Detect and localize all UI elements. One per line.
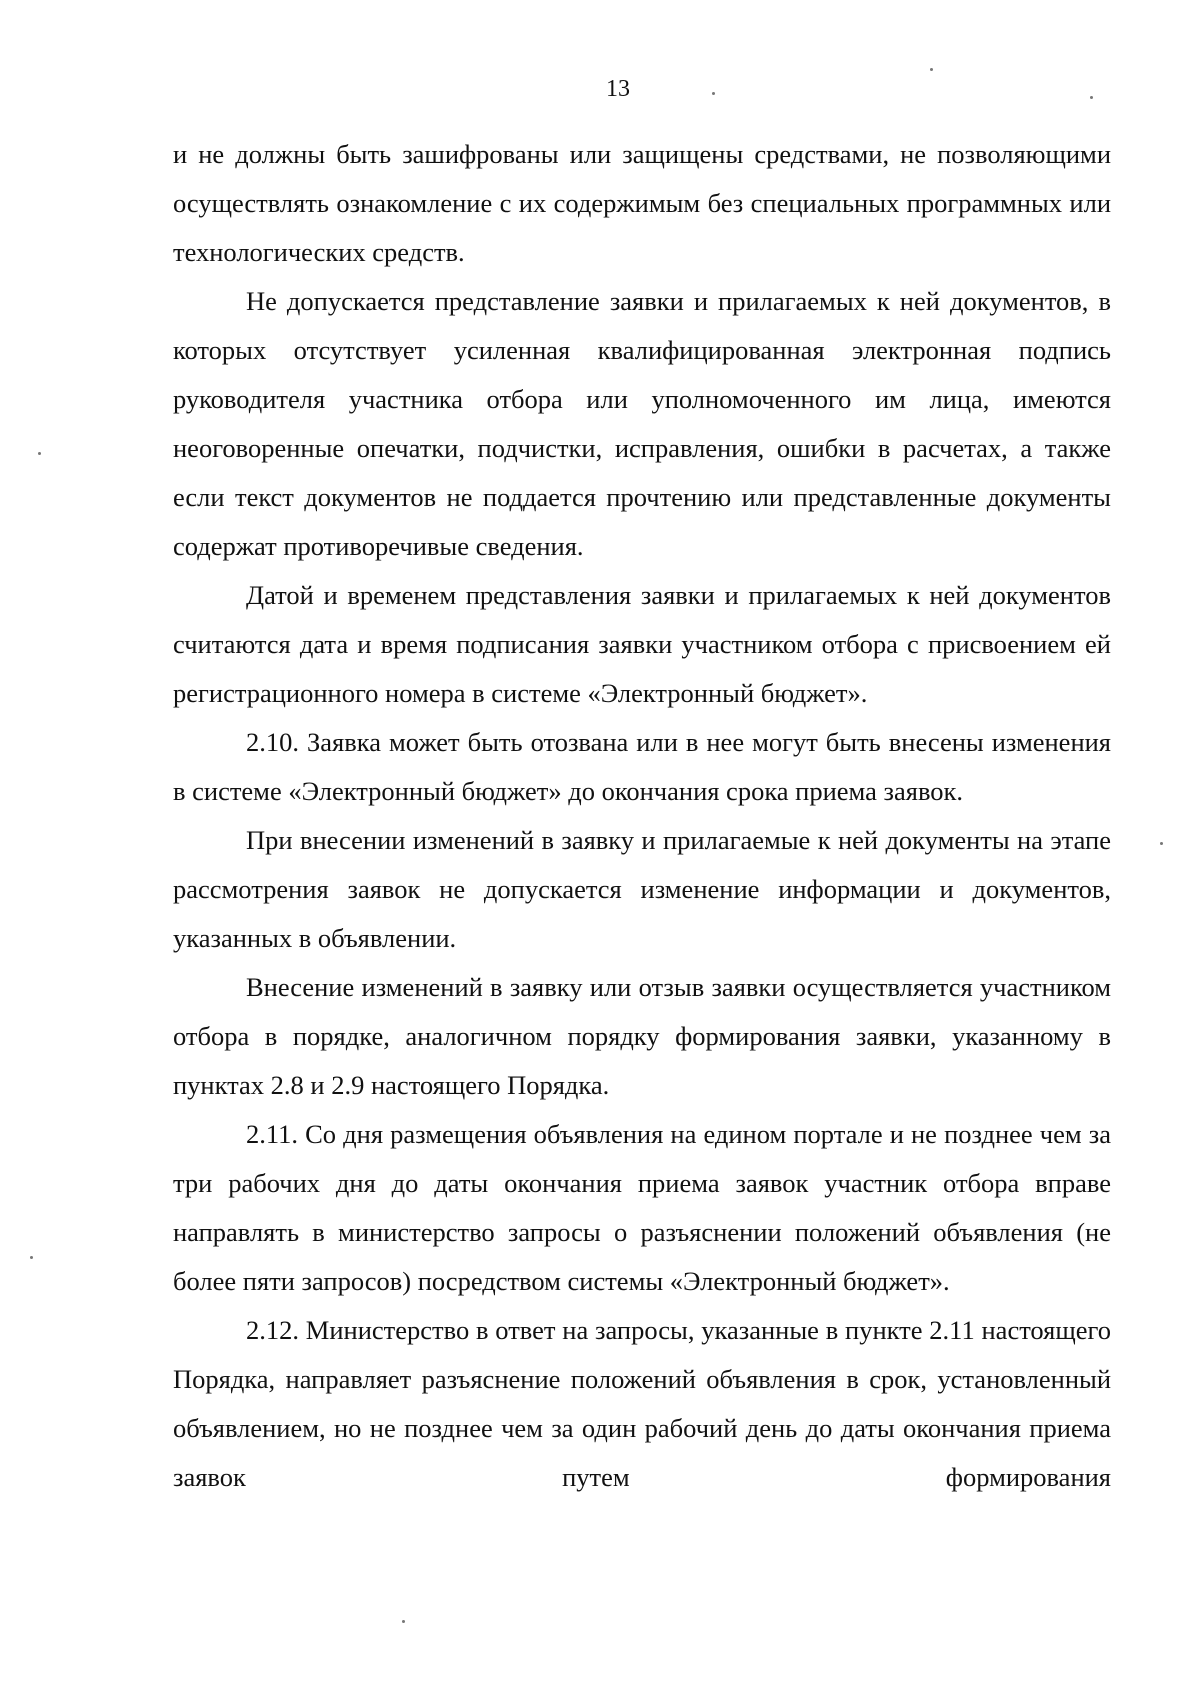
paragraph-changes-review: При внесении изменений в заявку и прилагаемые к ней документы на этапе рассмотрения заявок не допускается изменение информации и документов, указанных в объявлении. (173, 825, 1111, 953)
paragraph-clause-2-12: 2.12. Министерство в ответ на запросы, указанные в пункте 2.11 настоящего Порядка, направляет разъяснение положений объявления в срок, установленный объявлением, но не позднее чем за один рабочий день до даты окончания приема заявок путем формирования (173, 1315, 1111, 1492)
paragraph-clause-2-11: 2.11. Со дня размещения объявления на едином портале и не позднее чем за три рабочих дня до даты окончания приема заявок участник отбора вправе направлять в министерство запросы о разъяснении положений объявления (не более пяти запросов) посредством системы «Электронный бюджет». (173, 1119, 1111, 1296)
paragraph-clause-2-10: 2.10. Заявка может быть отозвана или в нее могут быть внесены изменения в системе «Электронный бюджет» до окончания срока приема заявок. (173, 727, 1111, 806)
scan-speck (1090, 96, 1093, 99)
scan-speck (930, 68, 933, 71)
paragraph-changes-procedure: Внесение изменений в заявку или отзыв заявки осуществляется участником отбора в порядке, аналогичном порядку формирования заявки, указанному в пунктах 2.8 и 2.9 настоящего Порядка. (173, 972, 1111, 1100)
page-number: 13 (606, 76, 630, 102)
scan-speck (402, 1620, 405, 1623)
scan-speck (712, 92, 715, 95)
document-body (173, 130, 1111, 1502)
paragraph-continuation: и не должны быть зашифрованы или защищены средствами, не позволяющими осуществлять ознакомление с их содержимым без специальных программных или технологических средств. (173, 139, 1111, 267)
scan-speck (1160, 842, 1163, 845)
paragraph-signature-requirements: Не допускается представление заявки и прилагаемых к ней документов, в которых отсутствует усиленная квалифицированная электронная подпись руководителя участника отбора или уполномоченного им лица, имеются неоговоренные опечатки, подчистки, исправления, ошибки в расчетах, а также если текст документов не поддается прочтению или представленные документы содержат противоречивые сведения. (173, 286, 1111, 561)
scan-speck (38, 452, 41, 455)
paragraph-submission-date: Датой и временем представления заявки и прилагаемых к ней документов считаются дата и время подписания заявки участником отбора с присвоением ей регистрационного номера в системе «Электронный бюджет». (173, 580, 1111, 708)
scan-speck (30, 1256, 33, 1259)
